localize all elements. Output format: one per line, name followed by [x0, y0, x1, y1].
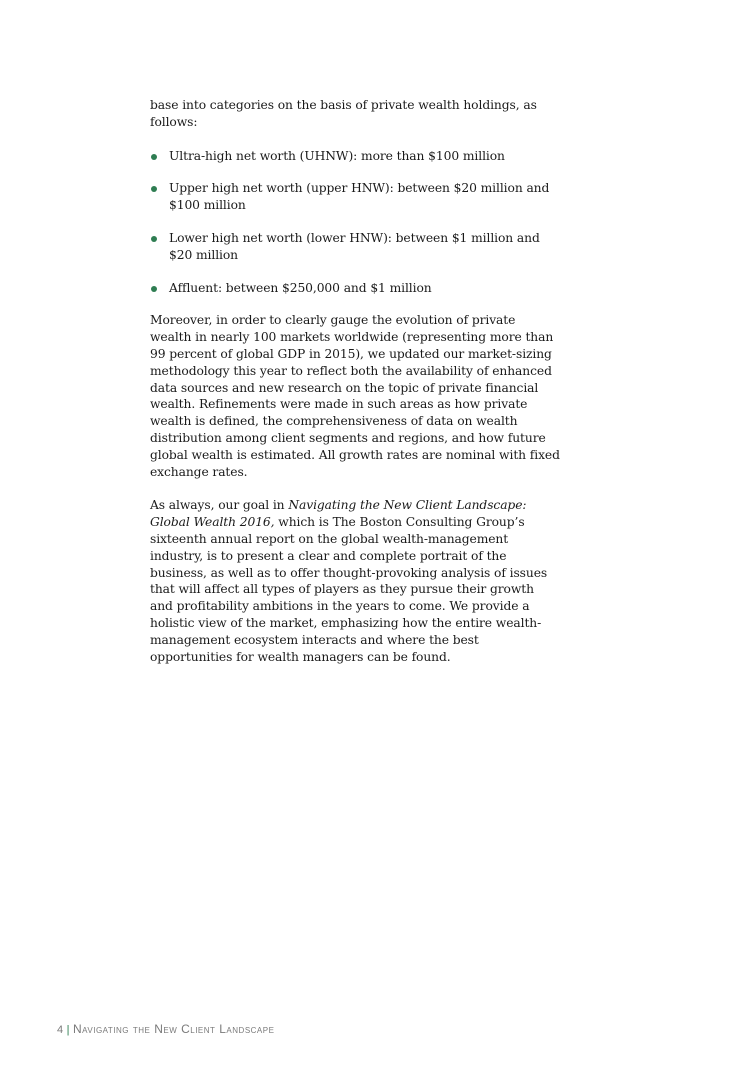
list-item: [150, 148, 560, 165]
list-item-text: Ultra-high net worth (UHNW): more than $100 million: [169, 148, 505, 163]
list-item-text: Lower high net worth (lower HNW): between $1 million and $20 million: [169, 230, 540, 262]
page-body: [150, 97, 560, 682]
intro-paragraph: base into categories on the basis of private wealth holdings, as follows:: [150, 98, 537, 129]
goal-paragraph: [150, 497, 560, 665]
list-item: [150, 180, 560, 214]
report-title: Navigating the New Client Landscape: Global Wealth 2016,: [150, 498, 527, 530]
list-item-text: Upper high net worth (upper HNW): between $20 million and $100 million: [169, 181, 550, 213]
list-item-text: Affluent: between $250,000 and $1 million: [169, 280, 432, 295]
bullet-icon: [151, 154, 157, 160]
running-title: Navigating the New Client Landscape: [72, 1022, 275, 1036]
page-number: 4: [57, 1024, 64, 1036]
goal-lead-text: As always, our goal in: [150, 498, 289, 513]
footer-separator: |: [66, 1024, 70, 1036]
page-footer: [57, 1022, 274, 1036]
wealth-segments-list: [150, 148, 560, 297]
bullet-icon: [151, 236, 157, 242]
list-item: [150, 280, 560, 297]
bullet-icon: [151, 186, 157, 192]
methodology-paragraph: Moreover, in order to clearly gauge the evolution of private wealth in nearly 100 markets worldwide (representing more than 99 percent of global GDP in 2015), we updated our market-sizing methodology this year to reflect both the availability of enhanced data sources and new research on the topic of private financial wealth. Refinements were made in such areas as how private wealth is defined, the comprehensiveness of data on wealth distribution among client segments and regions, and how future global wealth is estimated. All growth rates are nominal with fixed exchange rates.: [150, 313, 560, 479]
goal-rest-text: which is The Boston Consulting Group’s sixteenth annual report on the global wealth-management industry, is to present a clear and complete portrait of the business, as well as to offer thought-provoking analysis of issues that will affect all types of players as they pursue their growth and profitability ambitions in the years to come. We provide a holistic view of the market, emphasizing how the entire wealth-management ecosystem interacts and where the best opportunities for wealth managers can be found.: [150, 515, 548, 664]
list-item: [150, 230, 560, 264]
bullet-icon: [151, 286, 157, 292]
